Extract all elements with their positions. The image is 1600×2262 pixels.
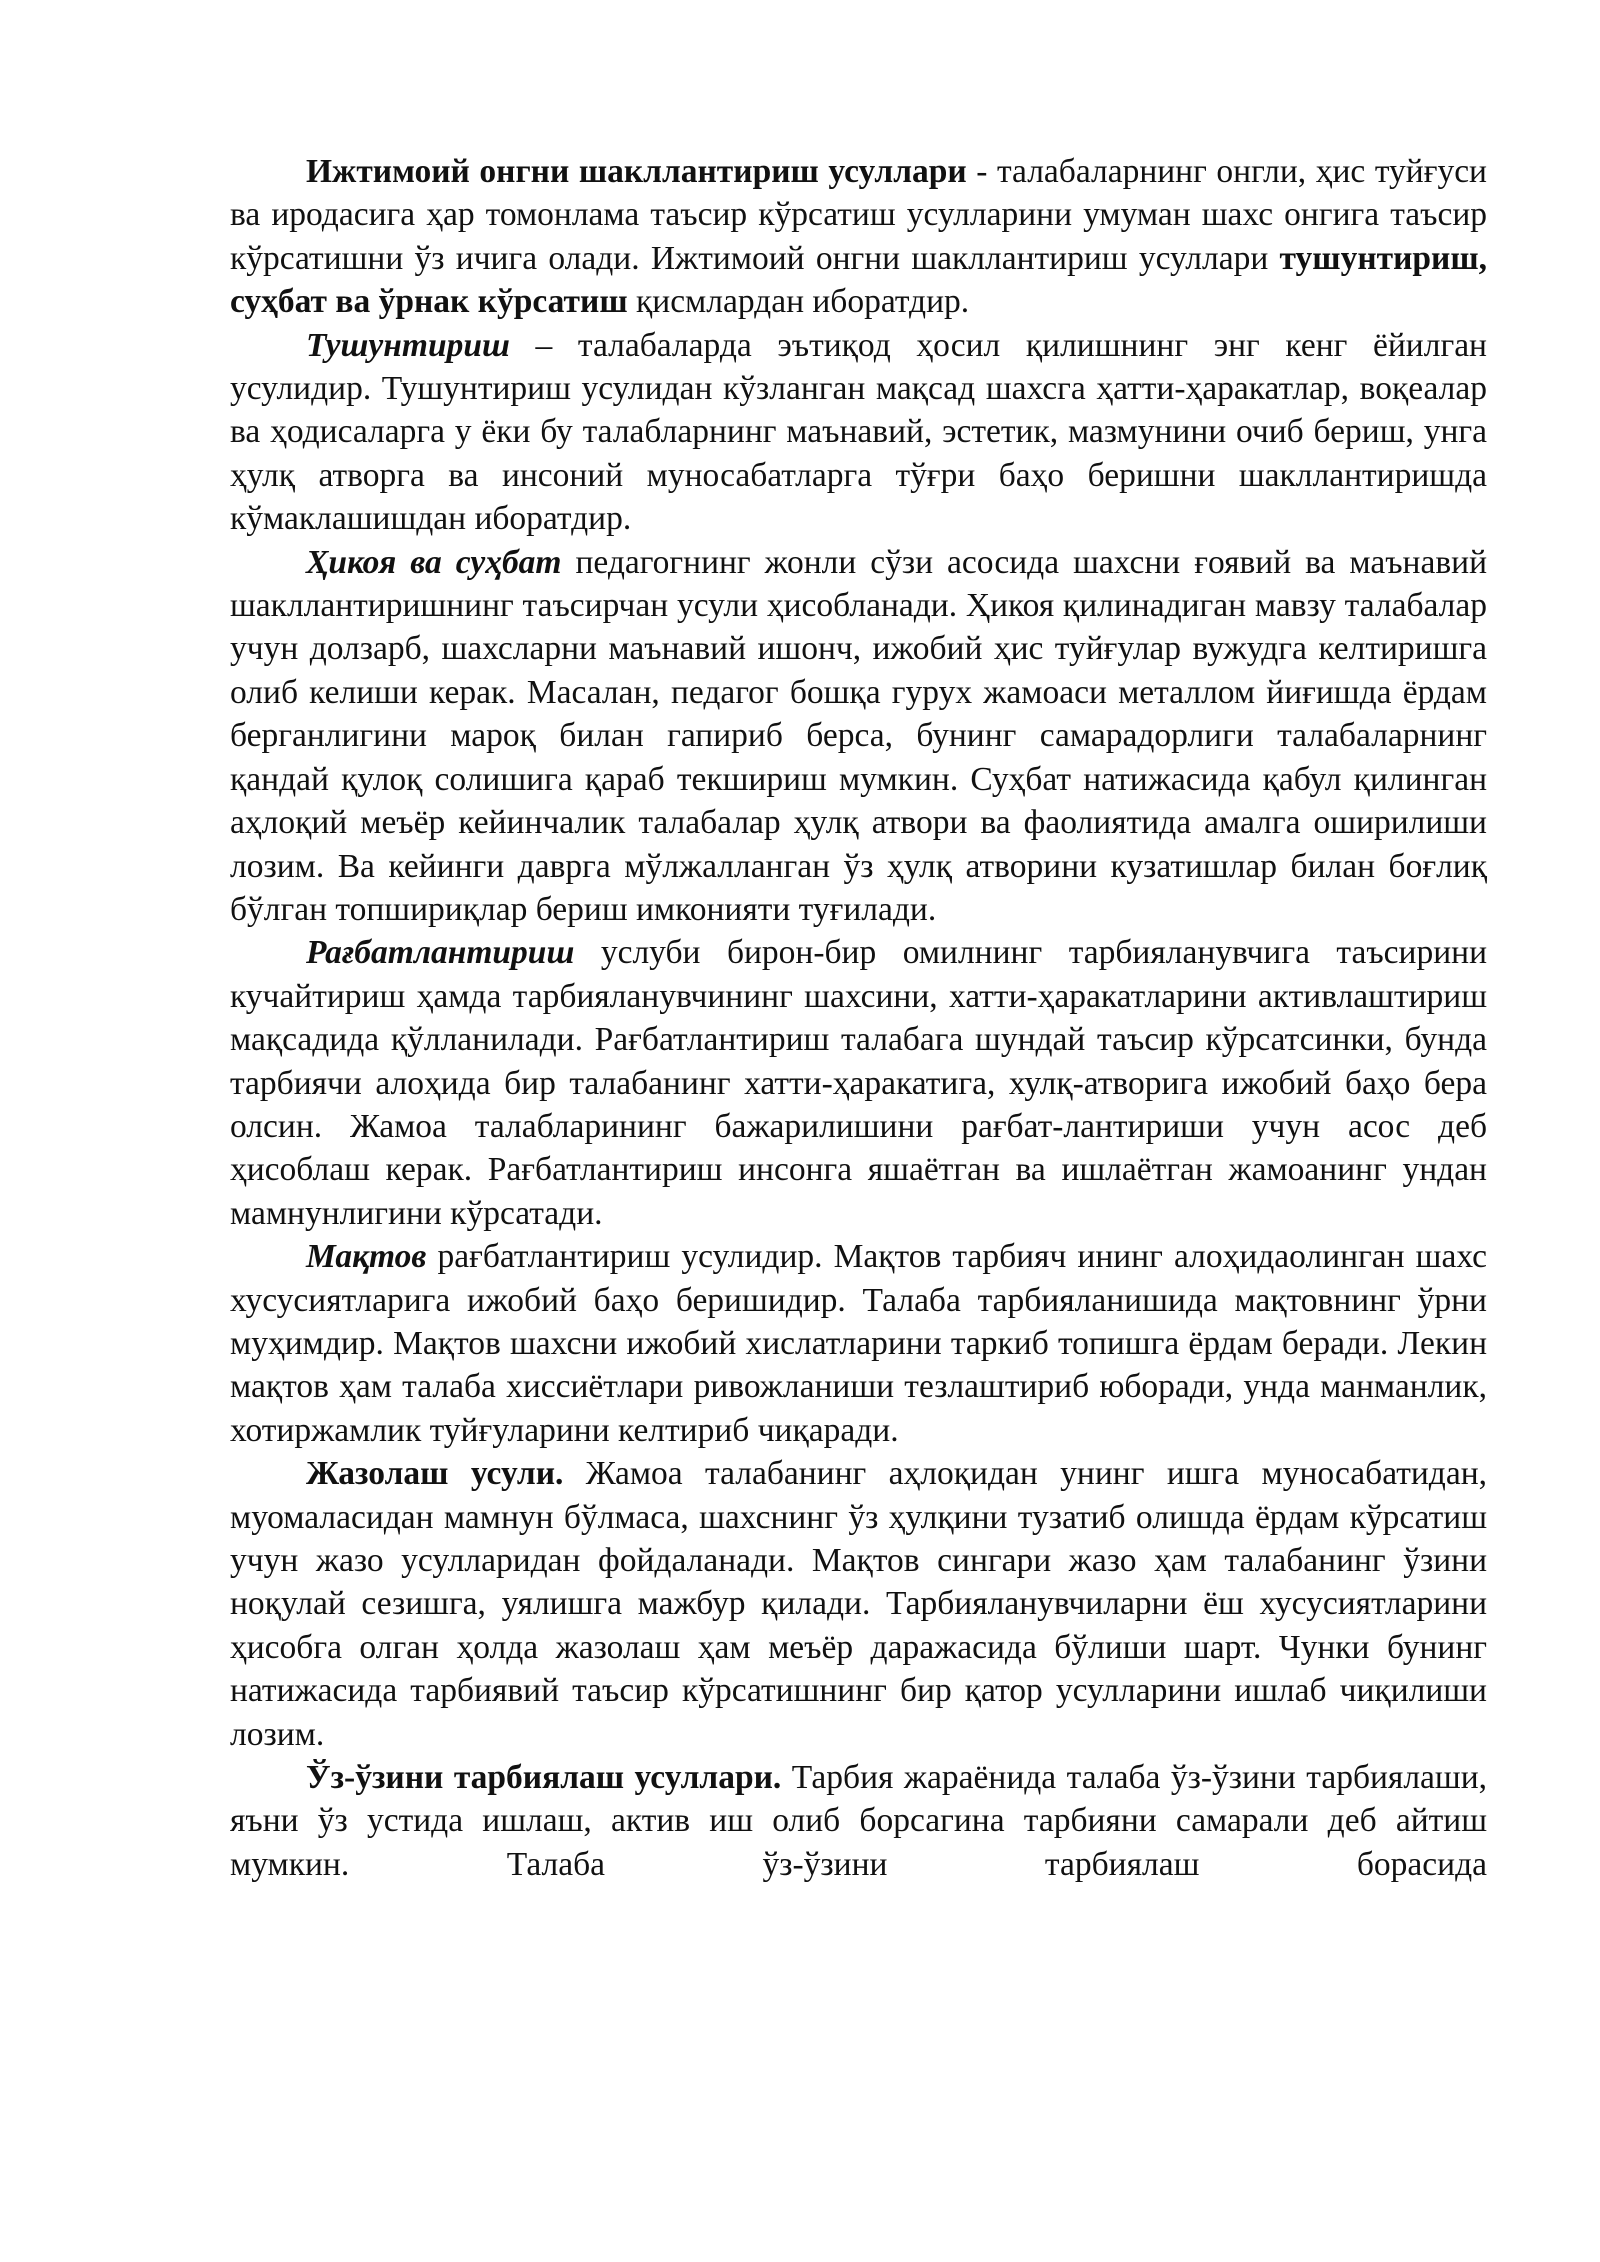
paragraph-text: - талабаларнинг онгли, ҳис туйғуси ва иродасига ҳар томонлама таъсир кўрсатиш усулларини умуман шахс онгига таъсир кўрсатишни ўз ичига олади. Ижтимоий онгни шакллантириш усуллари (230, 153, 1487, 277)
paragraph-text: қисмлардан иборатдир. (627, 283, 970, 321)
paragraph-term: Мақтов (306, 1238, 427, 1276)
paragraph-text: педагогнинг жонли сўзи асосида шахсни ғоявий ва маънавий шакллантиришнинг таъсирчан усули ҳисобланади. Ҳикоя қилинадиган мавзу талабалар учун долзарб, шахсларни маънавий ишонч, ижобий ҳис туйғулар вужудга келтиришга олиб келиши керак. Масалан, педагог бошқа гурух жамоаси металлом йиғишда ёрдам берганлигини мароқ билан гапириб берса, бунинг самарадорлиги талабаларнинг қандай қулоқ солишига қараб текшириш мумкин. Суҳбат натижасида қабул қилинган аҳлоқий меъёр кейинчалик талабалар ҳулқ атвори ва фаолиятида амалга оширилиши лозим. Ва кейинги даврга мўлжалланган ўз ҳулқ атворини кузатишлар билан боғлиқ бўлган топшириқлар бериш имконияти туғилади. (230, 543, 1488, 928)
paragraph-text: рағбатлантириш усулидир. Мақтов тарбияч ининг алоҳидаолинган шахс хусусиятларига ижобий баҳо беришидир. Талаба тарбияланишида мақтовнинг ўрни муҳимдир. Мақтов шахсни ижобий хислатларини таркиб топишга ёрдам беради. Лекин мақтов ҳам талаба хиссиётлари ривожланиши тезлаштириб юборади, унда манманлик, хотиржамлик туйғуларини келтириб чиқаради. (230, 1238, 1487, 1449)
paragraph-text: услуби бирон-бир омилнинг тарбияланувчига таъсирини кучайтириш ҳамда тарбияланувчининг шахсини, хатти-ҳаракатларини активлаштириш мақсадида қўлланилади. Рағбатлантириш талабага шундай таъсир кўрсатсинки, бунда тарбиячи алоҳида бир талабанинг хатти-ҳаракатига, хулқ-атворига ижобий баҳо бера олсин. Жамоа талабларининг бажарилишини рағбат-лантириши учун асос деб ҳисоблаш керак. Рағбатлантириш инсонга яшаётган ва ишлаётган жамоанинг ундан мамнунлигини кўрсатади. (230, 934, 1487, 1232)
paragraph-text: Жамоа талабанинг аҳлоқидан унинг ишга муносабатидан, муомаласидан мамнун бўлмаса, шахснинг ўз ҳулқини тузатиб олишда ёрдам кўрсатиш учун жазо усулларидан фойдаланади. Мақтов сингари жазо ҳам талабанинг ўзини ноқулай сезишга, уялишга мажбур қилади. Тарбияланувчиларни ёш хусусиятларини ҳисобга олган ҳолда жазолаш ҳам меъёр даражасида бўлиши шарт. Чунки бунинг натижасида тарбиявий таъсир кўрсатишнинг бир қатор усулларини ишлаб чиқилиши лозим. (230, 1455, 1487, 1753)
paragraph-text: – талабаларда эътиқод ҳосил қилишнинг энг кенг ёйилган усулидир. Тушунтириш усулидан кўзланган мақсад шахсга ҳатти-ҳаракатлар, воқеалар ва ҳодисаларга у ёки бу талабларнинг маънавий, эстетик, мазмунини очиб бериш, унга ҳулқ атворга ва инсоний муносабатларга тўғри баҳо беришни шакллантиришда кўмаклашишдан иборатдир. (230, 326, 1487, 538)
paragraph-encouragement (230, 931, 1487, 1235)
paragraph-social-consciousness-methods (230, 150, 1487, 324)
paragraph-bold-phrase: тушунтириш, суҳбат ва ўрнак кўрсатиш (230, 239, 1487, 321)
paragraph-term: Ўз-ўзини тарбиялаш усуллари. (306, 1759, 782, 1797)
paragraph-story-and-conversation (230, 541, 1487, 932)
paragraph-explanation (230, 324, 1487, 541)
paragraph-praise (230, 1235, 1487, 1452)
paragraph-self-education (230, 1756, 1487, 1886)
document-page (230, 150, 1487, 1886)
paragraph-text: Тарбия жараёнида талаба ўз-ўзини тарбиялаши, яъни ўз устида ишлаш, актив иш олиб борсагина тарбияни самарали деб айтиш мумкин. Талаба ўз-ўзини тарбиялаш борасида (230, 1759, 1488, 1883)
paragraph-term: Тушунтириш (306, 326, 510, 364)
paragraph-term: Ҳикоя ва суҳбат (306, 543, 562, 581)
paragraph-punishment (230, 1452, 1487, 1756)
paragraph-term: Жазолаш усули. (306, 1455, 564, 1493)
paragraph-term: Ижтимоий онгни шакллантириш усуллари (306, 153, 967, 190)
paragraph-term: Рағбатлантириш (306, 934, 575, 972)
